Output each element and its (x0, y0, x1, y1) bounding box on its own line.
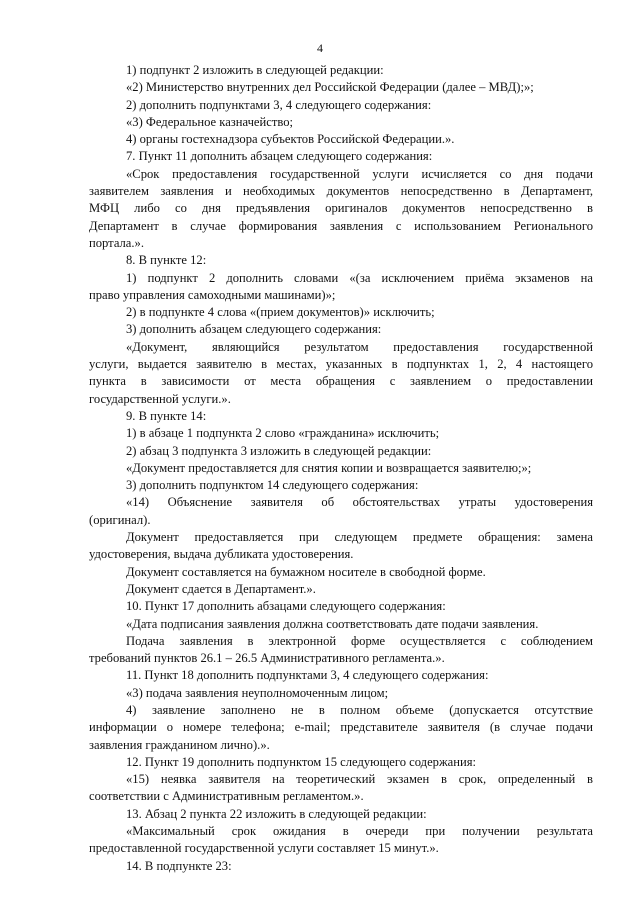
text-line: Документ составляется на бумажном носителе в свободной форме. (126, 564, 486, 579)
text-line: Подача заявления в электронной форме осуществляется с соблюдением (126, 633, 593, 648)
text-line: 9. В пункте 14: (126, 408, 207, 423)
page-number: 4 (317, 41, 323, 55)
text-line: «Дата подписания заявления должна соответствовать дате подачи заявления. (126, 616, 539, 631)
text-line: 13. Абзац 2 пункта 22 изложить в следующей редакции: (126, 806, 427, 821)
text-line: заявления гражданином лично).». (89, 737, 270, 752)
text-line: услуги, выдается заявителю в местах, указанных в подпунктах 1, 2, 4 настоящего (89, 357, 593, 372)
text-line: 8. В пункте 12: (126, 253, 207, 268)
text-line: право управления самоходными машинами)»; (89, 287, 336, 302)
text-line: «Срок предоставления государственной услуги исчисляется со дня подачи (126, 166, 593, 181)
text-line: «2) Министерство внутренних дел Российской Федерации (далее – МВД);»; (126, 80, 534, 95)
text-line: удостоверения, выдача дубликата удостоверения. (89, 547, 354, 562)
text-line: 1) подпункт 2 дополнить словами «(за исключением приёма экзаменов на (126, 270, 593, 285)
text-line: информации о номере телефона; e-mail; представителе заявителя (в случае подачи (89, 720, 593, 735)
text-line: Документ сдается в Департамент.». (126, 581, 316, 596)
text-line: МФЦ либо со дня предъявления оригиналов документов непосредственно в (89, 201, 593, 216)
text-line: соответствии с Административным регламентом.». (89, 789, 364, 804)
text-line: государственной услуги.». (89, 391, 231, 406)
text-line: «Документ предоставляется для снятия копии и возвращается заявителю;»; (126, 460, 532, 475)
text-line: «14) Объяснение заявителя об обстоятельствах утраты удостоверения (126, 495, 593, 510)
text-line: 14. В подпункте 23: (126, 858, 232, 873)
text-line: 3) дополнить абзацем следующего содержания: (126, 322, 382, 337)
text-line: 2) абзац 3 подпункта 3 изложить в следующей редакции: (126, 443, 432, 458)
text-line: 4) органы гостехнадзора субъектов Российской Федерации.». (126, 132, 455, 147)
text-line: «3) подача заявления неуполномоченным лицом; (126, 685, 389, 700)
text-line: 11. Пункт 18 дополнить подпунктами 3, 4 следующего содержания: (126, 668, 489, 683)
text-line: заявителем заявления и необходимых документов непосредственно в Департамент, (89, 184, 593, 199)
text-line: портала.». (89, 235, 144, 250)
text-line: требований пунктов 26.1 – 26.5 Административного регламента.». (89, 651, 445, 666)
text-line: «15) неявка заявителя на теоретический экзамен в срок, определенный в (126, 772, 593, 787)
text-line: «Максимальный срок ожидания в очереди при получении результата (126, 824, 593, 839)
text-line: (оригинал). (89, 512, 151, 527)
text-line: 2) в подпункте 4 слова «(прием документов)» исключить; (126, 305, 435, 320)
text-line: 1) в абзаце 1 подпункта 2 слово «гражданина» исключить; (126, 426, 440, 441)
text-line: пункта в зависимости от места обращения с заявлением о предоставлении (89, 374, 593, 389)
text-line: Документ предоставляется при следующем предмете обращения: замена (126, 530, 593, 545)
text-line: 10. Пункт 17 дополнить абзацами следующего содержания: (126, 599, 446, 614)
text-line: 7. Пункт 11 дополнить абзацем следующего содержания: (126, 149, 433, 164)
text-line: «Документ, являющийся результатом предоставления государственной (126, 339, 593, 354)
text-line: 4) заявление заполнено не в полном объеме (допускается отсутствие (126, 702, 593, 717)
text-line: Департамент в случае формирования заявления с использованием Регионального (89, 218, 593, 233)
text-line: 1) подпункт 2 изложить в следующей редакции: (126, 63, 384, 77)
document-body (89, 62, 593, 875)
text-line: 12. Пункт 19 дополнить подпунктом 15 следующего содержания: (126, 754, 477, 769)
text-line: 2) дополнить подпунктами 3, 4 следующего содержания: (126, 97, 432, 112)
text-line: 3) дополнить подпунктом 14 следующего содержания: (126, 478, 419, 493)
text-line: предоставленной государственной услуги составляет 15 минут.». (89, 841, 439, 856)
text-line: «3) Федеральное казначейство; (126, 114, 293, 129)
